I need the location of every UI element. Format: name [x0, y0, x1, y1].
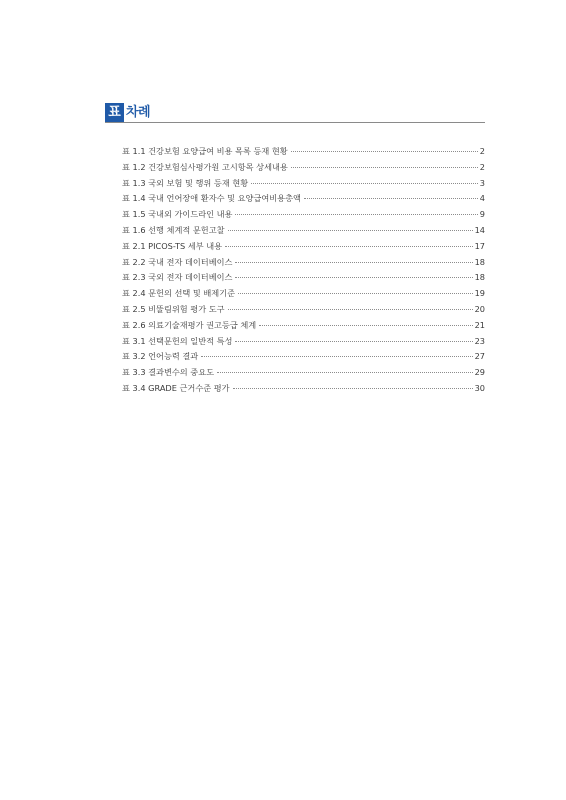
toc-entry-label: 표 2.1 PICOS-TS 세부 내용 [122, 240, 223, 251]
toc-entry[interactable] [122, 191, 485, 207]
toc-entry[interactable] [122, 365, 485, 381]
heading-divider [105, 122, 485, 123]
toc-entry-label: 표 3.3 결과변수의 중요도 [122, 367, 215, 378]
toc-entry[interactable] [122, 318, 485, 334]
toc-entry-page: 30 [474, 382, 485, 393]
toc-leader-dots [235, 341, 472, 342]
toc-entry-label: 표 2.6 의료기술재평가 권고등급 체계 [122, 319, 257, 330]
toc-leader-dots [235, 214, 477, 215]
toc-leader-dots [235, 277, 472, 278]
toc-entry-label: 표 1.2 건강보험심사평가원 고시항목 상세내용 [122, 161, 288, 172]
toc-entry[interactable] [122, 176, 485, 192]
toc-entry[interactable] [122, 349, 485, 365]
toc-leader-dots [228, 309, 473, 310]
toc-entry-label: 표 1.4 국내 언어장애 환자수 및 요양급여비용총액 [122, 193, 301, 204]
toc-entry-page: 20 [474, 303, 485, 314]
toc-entry-label: 표 2.2 국내 전자 데이터베이스 [122, 256, 233, 267]
toc-entry-label: 표 1.3 국외 보험 및 행위 등재 현황 [122, 177, 249, 188]
toc-entry-label: 표 1.6 선행 체계적 문헌고찰 [122, 224, 225, 235]
toc-entry[interactable] [122, 255, 485, 271]
toc-entry-page: 2 [479, 146, 485, 156]
toc-entry[interactable] [122, 334, 485, 350]
table-of-contents [122, 144, 485, 397]
toc-leader-dots [235, 262, 472, 263]
toc-leader-dots [238, 293, 473, 294]
toc-entry[interactable] [122, 223, 485, 239]
toc-leader-dots [259, 325, 472, 326]
toc-entry[interactable] [122, 302, 485, 318]
toc-entry-page: 18 [474, 256, 485, 267]
toc-leader-dots [201, 356, 472, 357]
toc-entry[interactable] [122, 144, 485, 160]
toc-entry-page: 17 [474, 240, 485, 251]
toc-entry[interactable] [122, 160, 485, 176]
toc-entry-label: 표 3.4 GRADE 근거수준 평가 [122, 382, 230, 393]
toc-entry-page: 19 [474, 288, 485, 299]
toc-entry[interactable] [122, 207, 485, 223]
toc-entry-page: 21 [474, 319, 485, 330]
toc-entry-label: 표 3.2 언어능력 결과 [122, 351, 199, 362]
toc-leader-dots [228, 230, 473, 231]
toc-entry-page: 4 [479, 193, 485, 204]
toc-entry-page: 27 [474, 351, 485, 362]
toc-leader-dots [291, 151, 478, 152]
toc-entry-page: 23 [474, 335, 485, 346]
toc-entry[interactable] [122, 286, 485, 302]
toc-entry-page: 3 [479, 177, 485, 188]
toc-leader-dots [225, 246, 472, 247]
toc-entry[interactable] [122, 270, 485, 286]
toc-entry-page: 2 [479, 161, 485, 172]
toc-entry-label: 표 3.1 선택문헌의 일반적 특성 [122, 335, 233, 346]
toc-entry-label: 표 1.1 건강보험 요양급여 비용 목록 등재 현황 [122, 146, 288, 156]
toc-entry-label: 표 2.3 국외 전자 데이터베이스 [122, 272, 233, 283]
heading-badge: 표 [105, 103, 124, 122]
toc-entry[interactable] [122, 381, 485, 397]
toc-entry-label: 표 1.5 국내외 가이드라인 내용 [122, 209, 233, 220]
toc-leader-dots [217, 372, 473, 373]
toc-leader-dots [304, 198, 478, 199]
toc-entry-page: 29 [474, 367, 485, 378]
toc-entry-page: 9 [479, 209, 485, 220]
page-title: 차례 [126, 105, 151, 120]
toc-entry-page: 14 [474, 224, 485, 235]
toc-entry-page: 18 [474, 272, 485, 283]
toc-entry[interactable] [122, 239, 485, 255]
toc-leader-dots [291, 167, 478, 168]
toc-entry-label: 표 2.5 비뚤림위험 평가 도구 [122, 303, 225, 314]
toc-leader-dots [251, 183, 478, 184]
section-heading [105, 103, 485, 123]
toc-leader-dots [233, 388, 473, 389]
toc-entry-label: 표 2.4 문헌의 선택 및 배제기준 [122, 288, 236, 299]
